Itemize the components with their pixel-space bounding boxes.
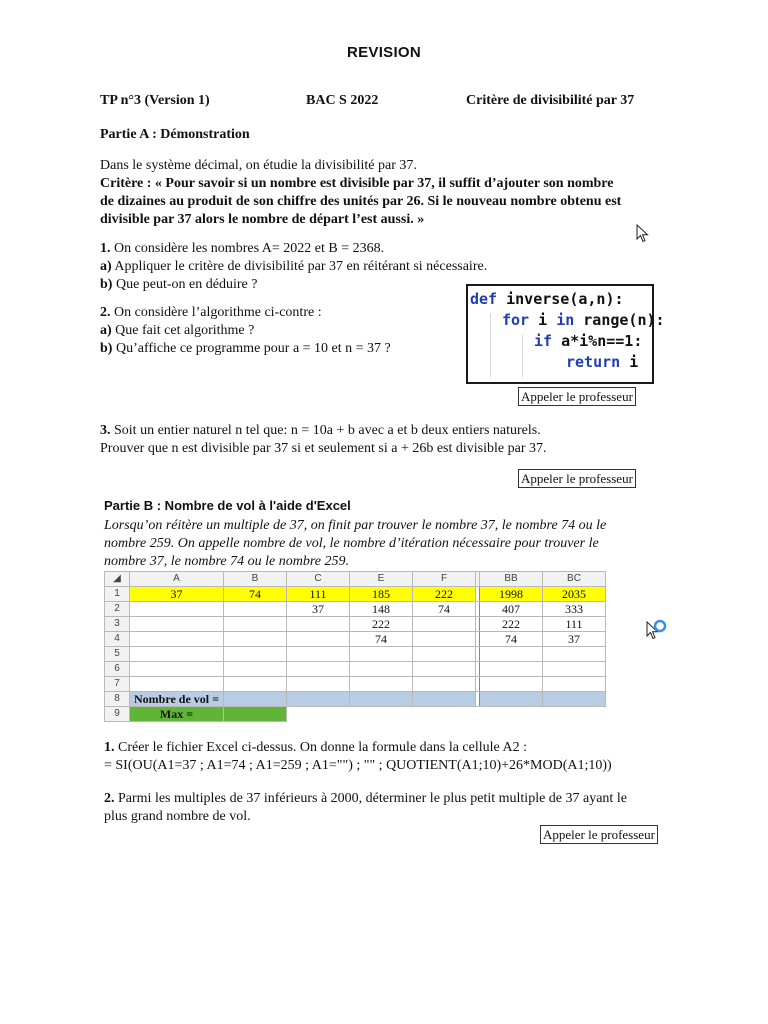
cell[interactable] xyxy=(350,692,413,707)
max-value-cell[interactable] xyxy=(224,707,287,722)
critere-line-3: divisible par 37 alors le nombre de départ l’est aussi. » xyxy=(100,212,425,227)
item-text: Appliquer le critère de divisibilité par 37 en réitérant si nécessaire. xyxy=(111,259,488,274)
question-number: 3. xyxy=(100,423,111,438)
cell[interactable] xyxy=(130,602,224,617)
critere-line-1: Critère : « Pour savoir si un nombre est divisible par 37, il suffit d’ajouter son nombre xyxy=(100,176,614,191)
code-text: a*i%n==1: xyxy=(552,332,643,350)
code-keyword: for xyxy=(502,311,530,329)
question-text: Soit un entier naturel n tel que: n = 10a + b avec a et b deux entiers naturels. xyxy=(110,423,541,438)
table-row xyxy=(105,662,606,677)
empty-cell xyxy=(543,707,606,722)
cell[interactable]: 148 xyxy=(350,602,413,617)
code-keyword: return xyxy=(566,353,621,371)
item-label: b) xyxy=(100,277,113,292)
table-row xyxy=(105,707,606,722)
cell[interactable] xyxy=(130,632,224,647)
empty-cell xyxy=(480,707,543,722)
flight-count-label-cell[interactable]: Nombre de vol = xyxy=(130,692,224,707)
subject-label: Critère de divisibilité par 37 xyxy=(466,93,635,108)
cell[interactable] xyxy=(413,662,476,677)
cell[interactable] xyxy=(224,677,287,692)
row-number[interactable]: 6 xyxy=(105,662,130,677)
partB-intro-line-2: nombre 259. On appelle nombre de vol, le nombre d’itération nécessaire pour trouver le xyxy=(104,536,599,551)
cell[interactable]: 1998 xyxy=(480,587,543,602)
code-line-4 xyxy=(566,353,638,371)
column-header[interactable]: BB xyxy=(480,572,543,587)
cell[interactable] xyxy=(287,662,350,677)
tp-label: TP n°3 (Version 1) xyxy=(100,93,210,108)
cell[interactable] xyxy=(224,602,287,617)
cell[interactable] xyxy=(287,647,350,662)
code-keyword: def xyxy=(470,290,498,308)
question-number: 1. xyxy=(100,241,111,256)
item-label: a) xyxy=(100,259,112,274)
cell[interactable]: 37 xyxy=(543,632,606,647)
code-line-1 xyxy=(470,290,624,308)
cell[interactable] xyxy=(287,617,350,632)
call-teacher-button-3[interactable]: Appeler le professeur xyxy=(540,825,658,844)
cell[interactable] xyxy=(130,647,224,662)
bac-label: BAC S 2022 xyxy=(306,93,379,108)
cell[interactable] xyxy=(287,632,350,647)
cell[interactable] xyxy=(130,662,224,677)
empty-cell xyxy=(287,707,350,722)
column-header[interactable]: C xyxy=(287,572,350,587)
row-number[interactable]: 7 xyxy=(105,677,130,692)
code-text: i xyxy=(529,311,557,329)
code-text: range(n): xyxy=(574,311,665,329)
item-label: b) xyxy=(100,341,113,356)
table-row xyxy=(105,677,606,692)
busy-cursor-icon xyxy=(646,618,668,642)
row-number[interactable]: 5 xyxy=(105,647,130,662)
question-2b xyxy=(100,340,391,358)
indent-guide xyxy=(522,335,523,377)
cell[interactable] xyxy=(130,617,224,632)
question-1a xyxy=(100,258,487,276)
column-header[interactable]: E xyxy=(350,572,413,587)
column-header[interactable]: B xyxy=(224,572,287,587)
cell[interactable] xyxy=(543,647,606,662)
item-text: Qu’affiche ce programme pour a = 10 et n = 37 ? xyxy=(112,341,391,356)
table-row xyxy=(105,602,606,617)
item-text: Que fait cet algorithme ? xyxy=(111,323,255,338)
question-2 xyxy=(100,304,322,322)
question-3-line-1 xyxy=(100,422,541,440)
column-header[interactable]: BC xyxy=(543,572,606,587)
excel-formula: = SI(OU(A1=37 ; A1=74 ; A1=259 ; A1="") ; "" ; QUOTIENT(A1;10)+26*MOD(A1;10)) xyxy=(104,758,612,773)
code-line-3 xyxy=(534,332,642,350)
cell[interactable] xyxy=(413,632,476,647)
partB-heading: Partie B : Nombre de vol à l'aide d'Excel xyxy=(104,498,351,513)
row-number[interactable]: 4 xyxy=(105,632,130,647)
table-row xyxy=(105,617,606,632)
cell[interactable]: 185 xyxy=(350,587,413,602)
cell[interactable] xyxy=(224,692,287,707)
cell[interactable] xyxy=(480,647,543,662)
cell[interactable] xyxy=(480,662,543,677)
cell[interactable]: 74 xyxy=(413,602,476,617)
cell[interactable] xyxy=(543,692,606,707)
corner-cell: ◢ xyxy=(105,572,130,587)
question-number: 1. xyxy=(104,740,115,755)
partA-intro: Dans le système décimal, on étudie la divisibilité par 37. xyxy=(100,158,417,173)
cell[interactable] xyxy=(224,662,287,677)
code-text: i xyxy=(620,353,639,371)
cell[interactable] xyxy=(480,692,543,707)
cell[interactable] xyxy=(543,662,606,677)
cell[interactable] xyxy=(543,677,606,692)
cell[interactable] xyxy=(130,677,224,692)
cell[interactable] xyxy=(413,647,476,662)
partA-heading: Partie A : Démonstration xyxy=(100,127,250,142)
cell[interactable]: 74 xyxy=(480,632,543,647)
partB-question-2-line-1 xyxy=(104,790,627,808)
table-row xyxy=(105,632,606,647)
max-label-cell[interactable]: Max = xyxy=(130,707,224,722)
item-text: Que peut-on en déduire ? xyxy=(112,277,258,292)
cell[interactable] xyxy=(350,647,413,662)
row-number[interactable]: 8 xyxy=(105,692,130,707)
cell[interactable]: 222 xyxy=(350,617,413,632)
row-number[interactable]: 3 xyxy=(105,617,130,632)
cell[interactable] xyxy=(480,677,543,692)
row-number[interactable]: 2 xyxy=(105,602,130,617)
cell[interactable]: 74 xyxy=(350,632,413,647)
cell[interactable]: 111 xyxy=(287,587,350,602)
question-1 xyxy=(100,240,384,258)
cell[interactable] xyxy=(287,677,350,692)
column-header[interactable]: F xyxy=(413,572,476,587)
table-row xyxy=(105,692,606,707)
partB-question-2-line-2: plus grand nombre de vol. xyxy=(104,809,251,824)
empty-cell xyxy=(350,707,413,722)
cell[interactable] xyxy=(224,647,287,662)
critere-line-2: de dizaines au produit de son chiffre des unités par 26. Si le nouveau nombre obtenu est xyxy=(100,194,622,209)
cell[interactable] xyxy=(413,692,476,707)
call-teacher-button-2[interactable]: Appeler le professeur xyxy=(518,469,636,488)
cell[interactable]: 37 xyxy=(130,587,224,602)
cell[interactable]: 222 xyxy=(413,587,476,602)
column-header-row xyxy=(105,572,606,587)
mouse-pointer-icon xyxy=(636,224,650,244)
empty-cell xyxy=(413,707,476,722)
cell[interactable]: 37 xyxy=(287,602,350,617)
table-row xyxy=(105,647,606,662)
question-1b xyxy=(100,276,257,294)
column-header[interactable]: A xyxy=(130,572,224,587)
excel-spreadsheet xyxy=(104,571,606,722)
page-title: REVISION xyxy=(346,44,422,61)
question-text: On considère l’algorithme ci-contre : xyxy=(110,305,322,320)
cell[interactable]: 111 xyxy=(543,617,606,632)
partB-intro-line-1: Lorsqu’on réitère un multiple de 37, on finit par trouver le nombre 37, le nombre 74 ou le xyxy=(104,518,607,533)
cell[interactable] xyxy=(224,632,287,647)
cell[interactable] xyxy=(287,692,350,707)
question-number: 2. xyxy=(104,791,115,806)
question-number: 2. xyxy=(100,305,111,320)
question-3-line-2: Prouver que n est divisible par 37 si et seulement si a + 26b est divisible par 37. xyxy=(100,441,547,456)
cell[interactable]: 333 xyxy=(543,602,606,617)
cell[interactable] xyxy=(350,662,413,677)
cell[interactable]: 407 xyxy=(480,602,543,617)
question-text: On considère les nombres A= 2022 et B = 2368. xyxy=(110,241,385,256)
code-keyword: in xyxy=(556,311,575,329)
indent-guide xyxy=(490,313,491,377)
cell[interactable]: 74 xyxy=(224,587,287,602)
code-keyword: if xyxy=(534,332,553,350)
code-text: inverse(a,n): xyxy=(497,290,624,308)
cell[interactable] xyxy=(413,617,476,632)
question-2a xyxy=(100,322,254,340)
code-snippet xyxy=(466,284,665,384)
cell[interactable]: 222 xyxy=(480,617,543,632)
row-number[interactable]: 1 xyxy=(105,587,130,602)
cell[interactable]: 2035 xyxy=(543,587,606,602)
partB-question-1-line-1 xyxy=(104,739,527,757)
cell[interactable] xyxy=(350,677,413,692)
question-text: Parmi les multiples de 37 inférieurs à 2000, déterminer le plus petit multiple de 37 ayant le xyxy=(114,791,627,806)
cell[interactable] xyxy=(224,617,287,632)
call-teacher-button-1[interactable]: Appeler le professeur xyxy=(518,387,636,406)
partB-intro-line-3: nombre 37, le nombre 74 ou le nombre 259. xyxy=(104,554,349,569)
cell[interactable] xyxy=(413,677,476,692)
row-number[interactable]: 9 xyxy=(105,707,130,722)
table-row xyxy=(105,587,606,602)
question-text: Créer le fichier Excel ci-dessus. On donne la formule dans la cellule A2 : xyxy=(114,740,527,755)
item-label: a) xyxy=(100,323,112,338)
code-line-2 xyxy=(502,311,665,329)
